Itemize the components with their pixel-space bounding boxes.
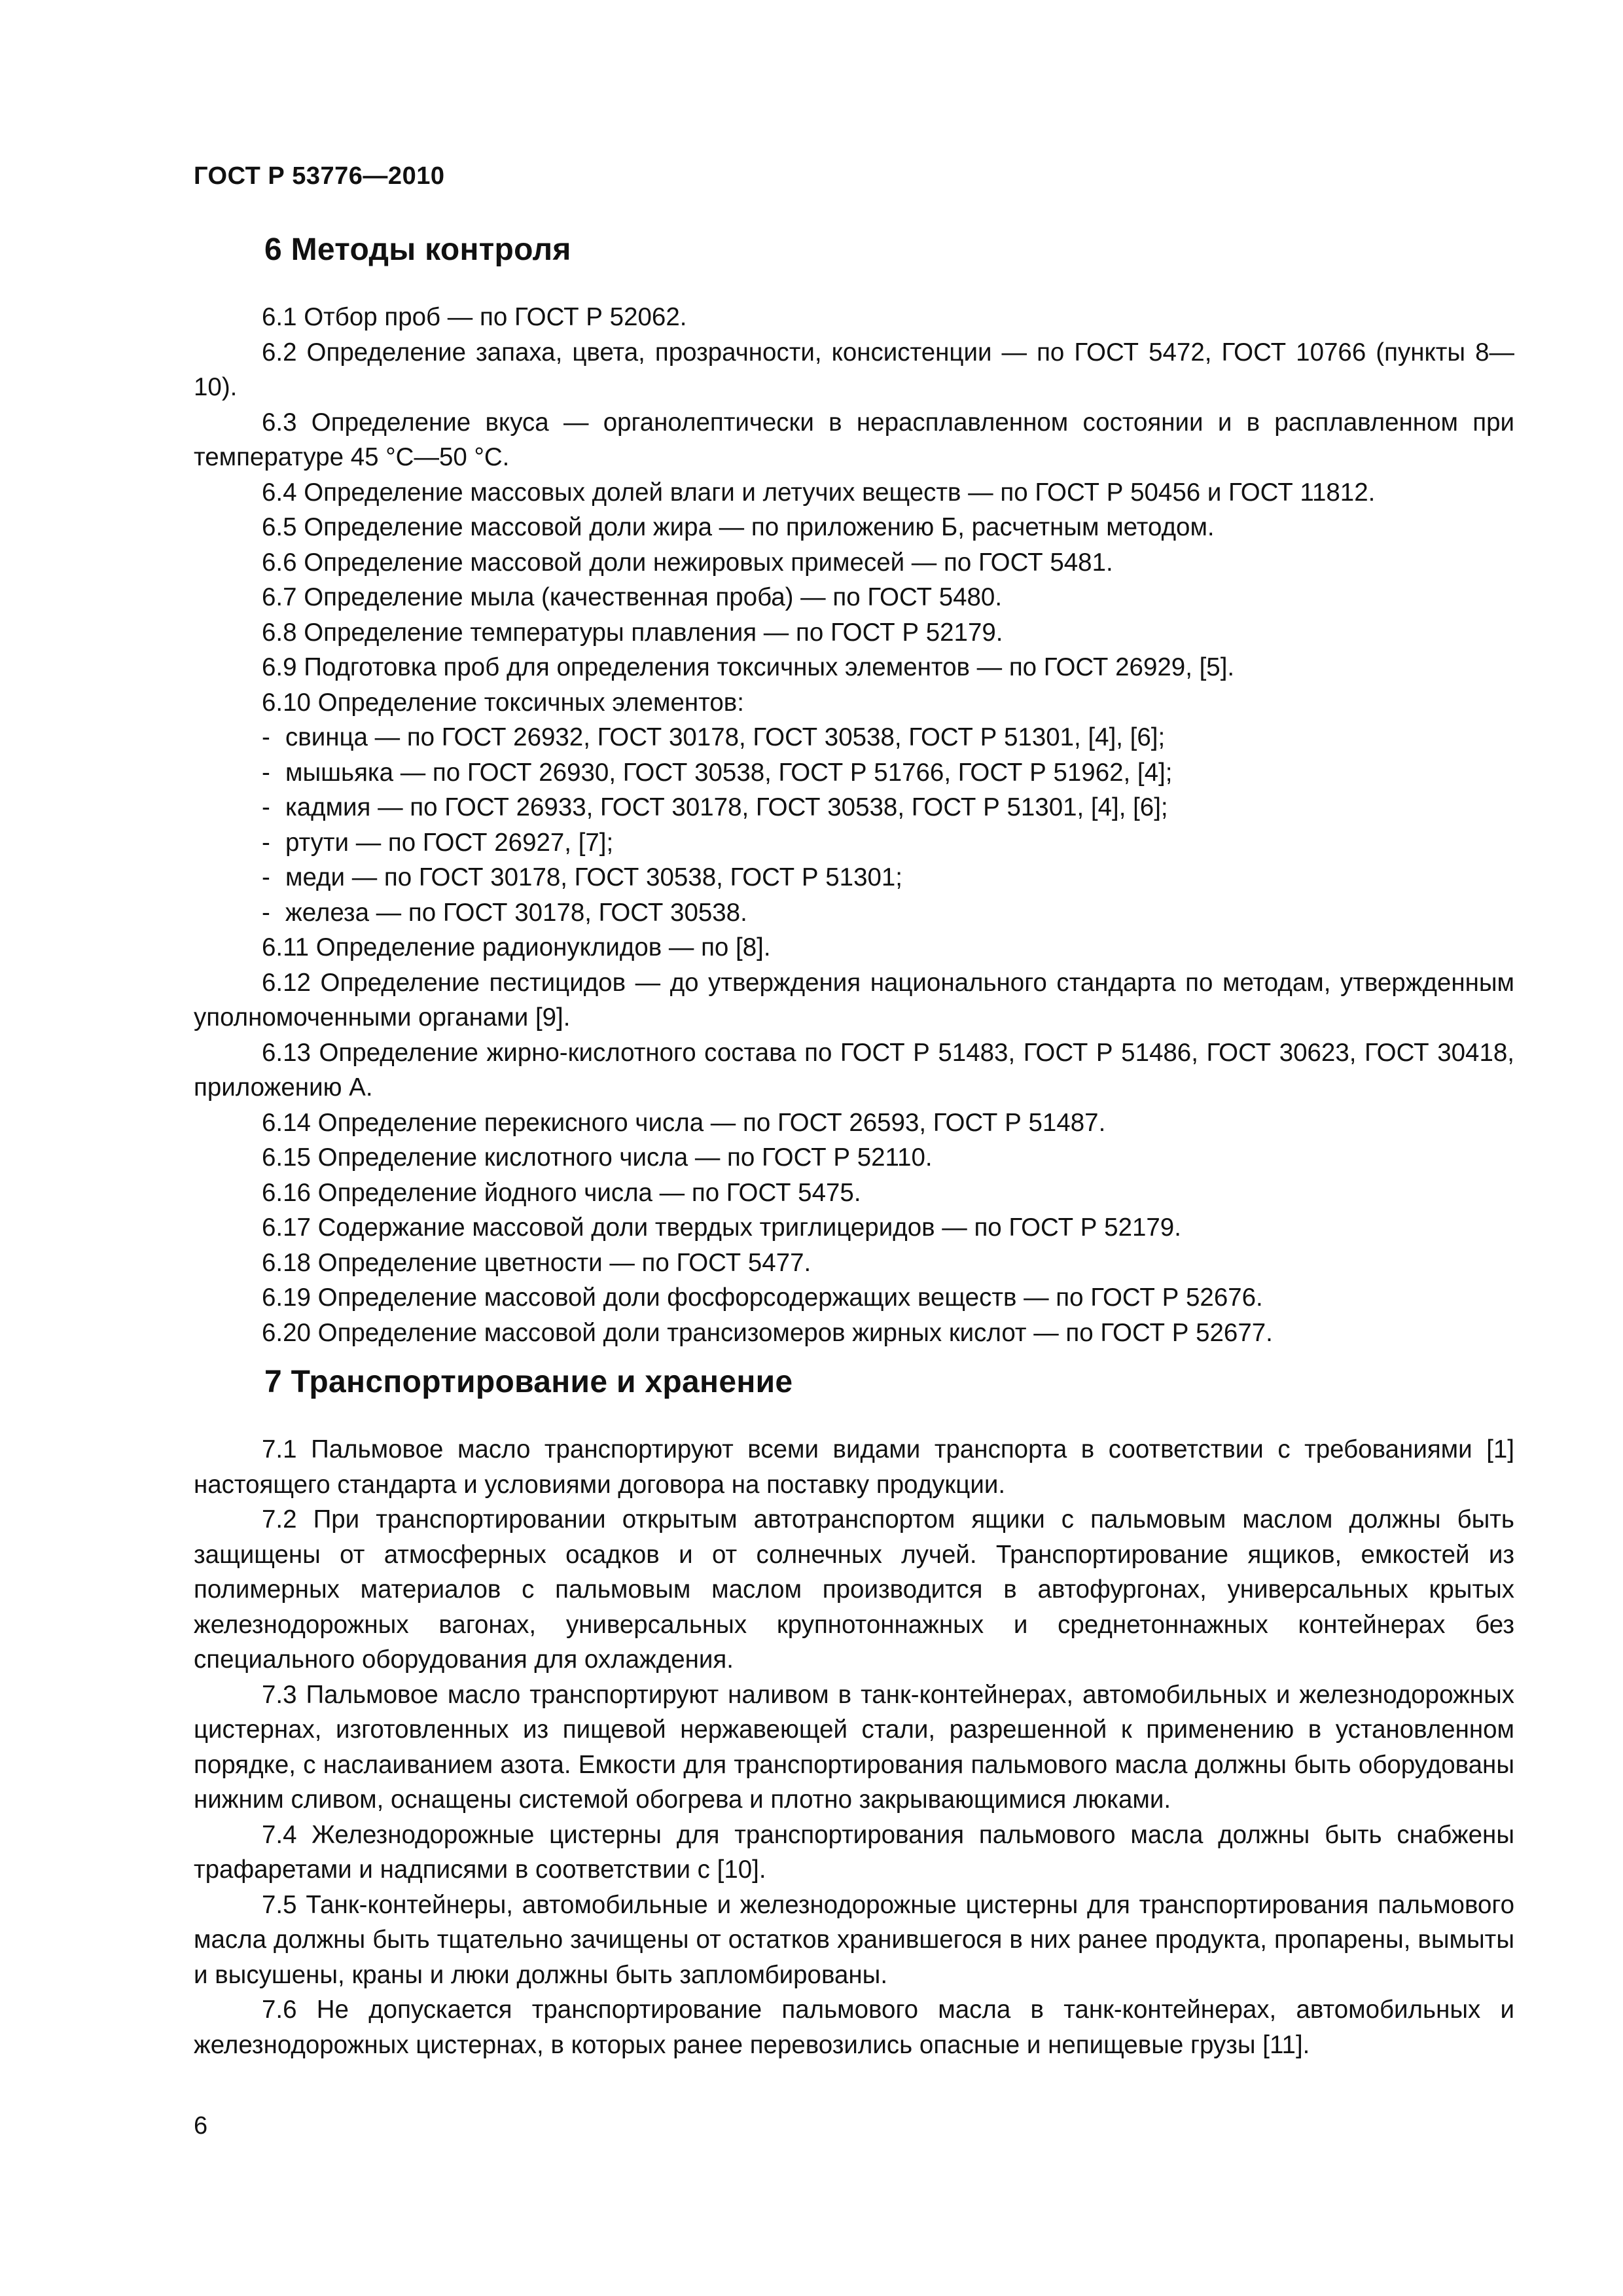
list-item [194,825,1514,861]
paragraph-7-4: 7.4 Железнодорожные цистерны для транспортирования пальмового масла должны быть снабжены трафаретами и надписями в соответствии с [10]. [194,1820,1514,1884]
list-item-text: меди — по ГОСТ 30178, ГОСТ 30538, ГОСТ Р 51301; [285,863,903,891]
list-item-text: кадмия — по ГОСТ 26933, ГОСТ 30178, ГОСТ 30538, ГОСТ Р 51301, [4], [6]; [285,793,1168,821]
paragraph-6-6: 6.6 Определение массовой доли нежировых примесей — по ГОСТ 5481. [262,548,1113,577]
list-item-text: свинца — по ГОСТ 26932, ГОСТ 30178, ГОСТ 30538, ГОСТ Р 51301, [4], [6]; [285,723,1166,751]
section-7-title: 7 Транспортирование и хранение [264,1365,793,1399]
list-dash: - [262,793,270,821]
section-7-body [194,1432,1514,2062]
paragraph-6-11: 6.11 Определение радионуклидов — по [8]. [262,933,771,961]
list-item-text: железа — по ГОСТ 30178, ГОСТ 30538. [285,898,747,927]
list-dash: - [262,898,270,927]
list-item [194,895,1514,931]
list-item [194,790,1514,825]
paragraph-6-13: 6.13 Определение жирно-кислотного состава по ГОСТ Р 51483, ГОСТ Р 51486, ГОСТ 30623, ГОСТ 30418, приложению А. [194,1038,1514,1102]
page-number: 6 [194,2112,208,2140]
paragraph-7-6: 7.6 Не допускается транспортирование пальмового масла в танк-контейнерах, автомобильных и железнодорожных цистернах, в которых ранее перевозились опасные и непищевые грузы [11]. [194,1996,1514,2059]
section-6-title: 6 Методы контроля [264,232,571,267]
list-dash: - [262,723,270,751]
paragraph-6-10: 6.10 Определение токсичных элементов: [262,688,744,717]
paragraph-6-4: 6.4 Определение массовых долей влаги и летучих веществ — по ГОСТ Р 50456 и ГОСТ 11812. [262,478,1376,507]
paragraph-6-5: 6.5 Определение массовой доли жира — по приложению Б, расчетным методом. [262,513,1215,541]
list-dash: - [262,758,270,787]
paragraph-6-19: 6.19 Определение массовой доли фосфорсодержащих веществ — по ГОСТ Р 52676. [262,1283,1263,1312]
paragraph-6-3: 6.3 Определение вкуса — органолептически в нерасплавленном состоянии и в расплавленном при температуре 45 °С—50 °С. [194,408,1514,471]
list-dash: - [262,828,270,857]
paragraph-7-2: 7.2 При транспортировании открытым автотранспортом ящики с пальмовым маслом должны быть защищены от атмосферных осадков и от солнечных лучей. Транспортирование ящиков, емкостей из полимерных материалов с пальмовым маслом производится в автофургонах, универсальных крытых железнодорожных вагонах, универсальных крупнотоннажных и среднетоннажных контейнерах без специального оборудования для охлаждения. [194,1505,1514,1674]
paragraph-6-16: 6.16 Определение йодного числа — по ГОСТ 5475. [262,1178,861,1207]
list-item [194,860,1514,895]
paragraph-6-9: 6.9 Подготовка проб для определения токсичных элементов — по ГОСТ 26929, [5]. [262,653,1235,681]
document-header: ГОСТ Р 53776—2010 [194,162,445,190]
list-item [194,755,1514,791]
paragraph-6-12: 6.12 Определение пестицидов — до утверждения национального стандарта по методам, утвержденным уполномоченными органами [9]. [194,968,1514,1031]
section-6-body [194,300,1514,1350]
paragraph-7-3: 7.3 Пальмовое масло транспортируют наливом в танк-контейнерах, автомобильных и железнодорожных цистернах, изготовленных из пищевой нержавеющей стали, разрешенной к применению в установленном порядке, с наслаиванием азота. Емкости для транспортирования пальмового масла должны быть оборудованы нижним сливом, оснащены системой обогрева и плотно закрывающимися люками. [194,1680,1514,1814]
list-item-text: мышьяка — по ГОСТ 26930, ГОСТ 30538, ГОСТ Р 51766, ГОСТ Р 51962, [4]; [285,758,1173,787]
paragraph-6-7: 6.7 Определение мыла (качественная проба) — по ГОСТ 5480. [262,583,1003,611]
paragraph-7-5: 7.5 Танк-контейнеры, автомобильные и железнодорожные цистерны для транспортирования пальмового масла должны быть тщательно зачищены от остатков хранившегося в них ранее продукта, пропарены, вымыты и высушены, краны и люки должны быть запломбированы. [194,1890,1514,1989]
list-item-text: ртути — по ГОСТ 26927, [7]; [285,828,614,857]
paragraph-7-1: 7.1 Пальмовое масло транспортируют всеми видами транспорта в соответствии с требованиями [1] настоящего стандарта и условиями договора на поставку продукции. [194,1435,1514,1499]
paragraph-6-14: 6.14 Определение перекисного числа — по ГОСТ 26593, ГОСТ Р 51487. [262,1108,1106,1137]
paragraph-6-15: 6.15 Определение кислотного числа — по ГОСТ Р 52110. [262,1143,933,1172]
paragraph-6-8: 6.8 Определение температуры плавления — по ГОСТ Р 52179. [262,618,1003,647]
paragraph-6-17: 6.17 Содержание массовой доли твердых триглицеридов — по ГОСТ Р 52179. [262,1213,1181,1242]
paragraph-6-18: 6.18 Определение цветности — по ГОСТ 5477. [262,1248,812,1277]
paragraph-6-1: 6.1 Отбор проб — по ГОСТ Р 52062. [262,303,687,331]
paragraph-6-2: 6.2 Определение запаха, цвета, прозрачности, консистенции — по ГОСТ 5472, ГОСТ 10766 (пункты 8—10). [194,338,1514,401]
list-dash: - [262,863,270,891]
list-item [194,720,1514,755]
paragraph-6-20: 6.20 Определение массовой доли трансизомеров жирных кислот — по ГОСТ Р 52677. [262,1318,1273,1347]
